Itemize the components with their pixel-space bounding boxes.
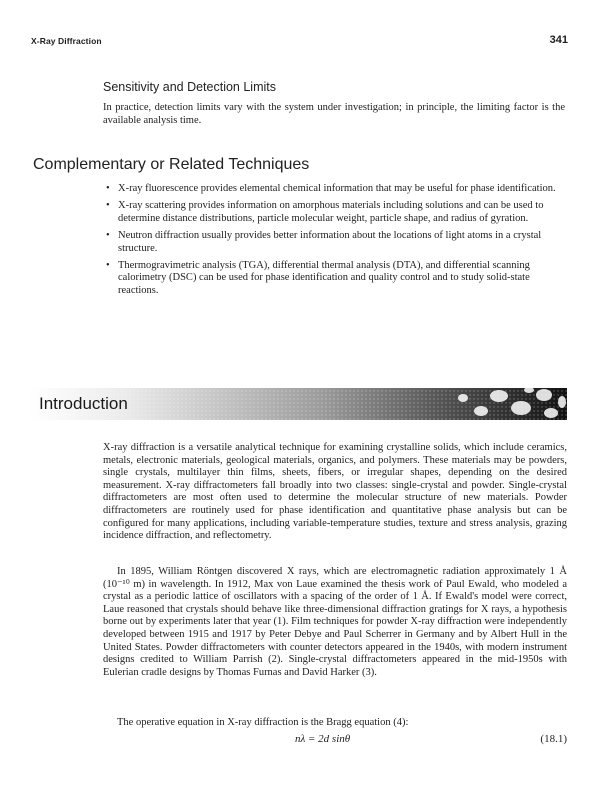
sensitivity-heading: Sensitivity and Detection Limits bbox=[103, 80, 276, 94]
bullet-icon: • bbox=[106, 199, 110, 211]
list-item-text: Thermogravimetric analysis (TGA), differential thermal analysis (DTA), and differential scanning calorimetry (DSC) can be used for phase identification and quality control and to study solid-state reactions. bbox=[118, 259, 530, 297]
list-item-text: X-ray scattering provides information on amorphous materials including solutions and can be used to determine distance distributions, particle molecular weight, particle shape, and radius of gyration. bbox=[118, 199, 544, 224]
bullet-icon: • bbox=[106, 229, 110, 241]
techniques-list bbox=[106, 183, 566, 302]
list-item-text: Neutron diffraction usually provides better information about the locations of light atoms in a crystal structure. bbox=[118, 229, 542, 254]
list-item bbox=[106, 199, 566, 226]
intro-paragraph-1: X-ray diffraction is a versatile analytical technique for examining crystalline solids, which include ceramics, metals, electronic materials, geological materials, organics, and polymers. These materials may be powders, single crystals, multilayer thin films, sheets, fibers, or irregular shapes, depending on the desired measurement. X-ray diffractometers fall broadly into two classes: single-crystal and powder. Single-crystal diffractometers are most often used to determine the molecular structure of new materials. Powder diffractometers are routinely used for phase identification and quantitative phase analysis but can be configured for many applications, including variable-temperature studies, texture and stress analysis, grazing incidence diffraction, and reflectometry. bbox=[103, 442, 567, 542]
list-item-text: X-ray fluorescence provides elemental chemical information that may be useful for phase identification. bbox=[118, 183, 556, 194]
equation-number: (18.1) bbox=[540, 733, 567, 745]
bullet-icon: • bbox=[106, 183, 110, 194]
bullet-icon: • bbox=[106, 259, 110, 271]
introduction-banner bbox=[29, 386, 567, 422]
list-item bbox=[106, 259, 566, 299]
intro-paragraph-2: In 1895, William Röntgen discovered X rays, which are electromagnetic radiation approximately 1 Å (10⁻¹⁰ m) in wavelength. In 1912, Max von Laue examined the thesis work of Paul Ewald, who modeled a crystal as a periodic lattice of oscillators with a spacing of the order of 1 Å. If Ewald's model were correct, Laue reasoned that crystals should behave like three-dimensional diffraction gratings for X rays, a hypothesis borne out by experiments later that year (1). Film techniques for powder X-ray diffraction were independently developed between 1915 and 1917 by Peter Debye and Paul Scherrer in Germany and by Albert Hull in the United States. Powder diffractometers with counter detectors appeared in the 1940s, with modern instrument designs credited to William Parrish (2). Single-crystal diffractometers appeared in the mid-1950s with Eulerian cradle designs by Thomas Furnas and David Harker (3). bbox=[103, 566, 567, 678]
complementary-heading: Complementary or Related Techniques bbox=[33, 156, 310, 173]
introduction-heading: Introduction bbox=[39, 394, 128, 413]
list-item bbox=[106, 183, 566, 196]
equation-expression: nλ = 2d sinθ bbox=[295, 733, 351, 745]
sensitivity-paragraph: In practice, detection limits vary with the system under investigation; in principle, the limiting factor is the available analysis time. bbox=[103, 102, 565, 127]
running-title: X-Ray Diffraction bbox=[31, 36, 102, 46]
list-item bbox=[106, 229, 566, 256]
intro-paragraph-3: The operative equation in X-ray diffraction is the Bragg equation (4): bbox=[117, 717, 409, 728]
page-number: 341 bbox=[549, 34, 568, 46]
